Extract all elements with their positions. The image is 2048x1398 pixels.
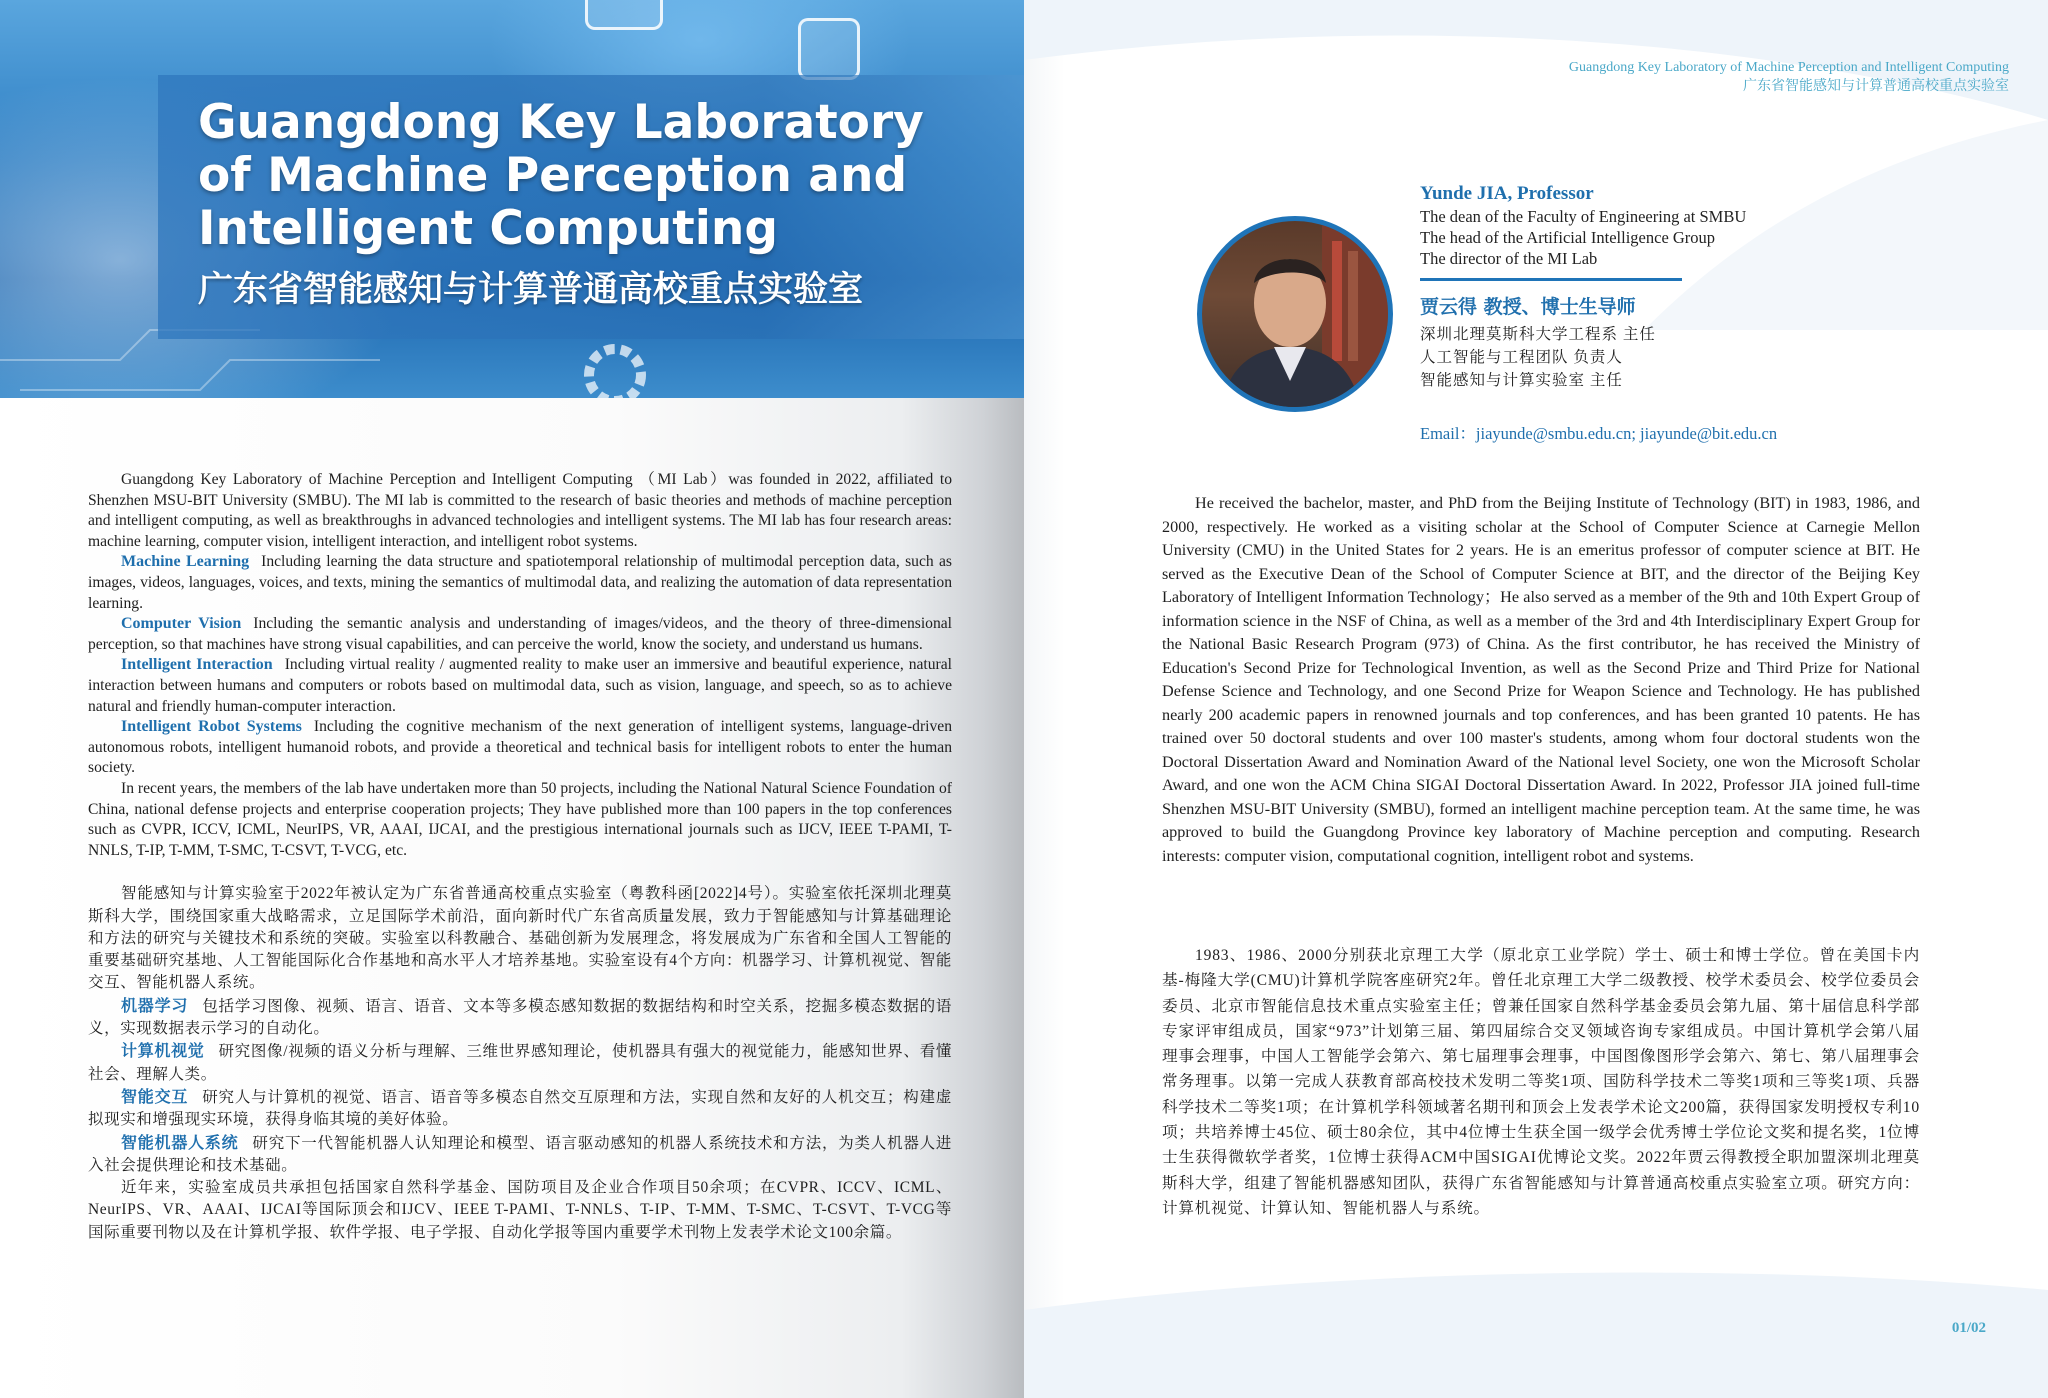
research-area-item-chinese [88, 1086, 952, 1132]
research-area-item [88, 552, 952, 614]
research-area-item [88, 655, 952, 717]
research-area-text: Including the semantic analysis and understanding of images/videos, and the theory of three-dimensional perception, so that machines have strong visual capabilities, and can perceive the world, know the society, and understand us humans. [88, 615, 953, 653]
portrait-photo [1202, 221, 1388, 407]
research-area-item-chinese [88, 995, 952, 1041]
professor-role-chinese: 深圳北理莫斯科大学工程系 主任 [1420, 326, 1656, 343]
intro-paragraph: Guangdong Key Laboratory of Machine Perception and Intelligent Computing （MI Lab）was founded in 2022, affiliated to Shenzhen MSU-BIT University (SMBU). The MI lab is committed to the research of basic theories and methods of machine perception and intelligent computing, as well as breakthroughs in advanced technologies and intelligent systems. The MI lab has four research areas: machine learning, computer vision, intelligent interaction, and intelligent robot systems. [88, 471, 952, 550]
research-area-text-chinese: 研究下一代智能机器人认知理论和模型、语言驱动感知的机器人系统技术和方法，为类人机器人进入社会提供理论和技术基础。 [88, 1134, 952, 1174]
research-area-item-chinese [88, 1132, 952, 1178]
cloud-sync-chip-icon [585, 0, 663, 30]
gear-icon [560, 330, 670, 398]
research-area-text-chinese: 研究图像/视频的语义分析与理解、三维世界感知理论，使机器具有强大的视觉能力，能感知世界、看懂社会、理解人类。 [88, 1043, 952, 1083]
intro-paragraph-chinese: 智能感知与计算实验室于2022年被认定为广东省普通高校重点实验室（粤教科函[2022]4号）。实验室依托深圳北理莫斯科大学，围绕国家重大战略需求，立足国际学术前沿，面向新时代广东省高质量发展，致力于智能感知与计算基础理论和方法的研究与关键技术和系统的突破。实验室以科教融合、基础创新为发展理念，将发展成为广东省和全国人工智能的重要基础研究基地、人工智能国际化合作基地和高水平人才培养基地。实验室设有4个方向：机器学习、计算机视觉、智能交互、智能机器人系统。 [88, 885, 952, 992]
name-divider [1420, 278, 1682, 281]
professor-portrait [1197, 216, 1393, 412]
page-number: 01/02 [1951, 1320, 1986, 1336]
research-area-text: Including virtual reality / augmented reality to make user an immersive and beautiful experience, natural interaction between humans and computers or robots based on multimodal data, such as vision, language, and speech, so as to achieve natural and friendly human-computer interaction. [88, 656, 952, 715]
professor-role-chinese: 人工智能与工程团队 负责人 [1420, 349, 1623, 366]
contact-email[interactable]: Email：jiayunde@smbu.edu.cn; jiayunde@bit.edu.cn [1420, 424, 1778, 443]
research-area-item-chinese [88, 1040, 952, 1086]
research-area-label: Computer Vision [121, 615, 242, 633]
lab-title-chinese: 广东省智能感知与计算普通高校重点实验室 [198, 270, 864, 310]
biography-english: He received the bachelor, master, and PhD from the Beijing Institute of Technology (BIT) in 1983, 1986, and 2000, respectively. He worked as a visiting scholar at the School of Computer Science at Carnegie Mellon University (CMU) in the United States for 2 years. He is an emeritus professor of computer science at BIT. He served as the Executive Dean of the School of Computer Science at BIT, and the director of the Beijing Key Laboratory of Intelligent Information Technology；He also served as a member of the 9th and 10th Expert Group of information science in the NSF of China, as well as a member of the 3rd and 4th Interdisciplinary Expert Group for the National Basic Research Program (973) of China. As the first contributor, he has received the Ministry of Education's Second Prize for Technological Invention, as well as the Second Prize and Third Prize for National Defense Science and Technology, and one Second Prize for Weapon Science and Technology. He has published nearly 200 academic papers in renowned journals and top conferences, and has been granted 10 patents. He has trained over 50 doctoral students and over 100 master's students, among whom four doctoral students won the Doctoral Dissertation Award and Nomination Award of the National level Society, one won the Microsoft Scholar Award, and one won the ACM China SIGAI Doctoral Dissertation Award. In 2022, Professor JIA joined full-time Shenzhen MSU-BIT University (SMBU), formed an intelligent machine perception team. At the same time, he was approved to build the Guangdong Province key laboratory of Machine perception and computing. Research interests: computer vision, computational cognition, intelligent robot and systems. [1162, 494, 1920, 865]
recent-achievements-paragraph-chinese: 近年来，实验室成员共承担包括国家自然科学基金、国防项目及企业合作项目50余项；在CVPR、ICCV、ICML、NeurIPS、VR、AAAI、IJCAI等国际顶会和IJCV、IEEE T-PAMI、T-NNLS、T-IP、T-MM、T-SMC、T-CSVT、T-VCG等国际重要刊物以及在计算机学报、软件学报、电子学报、自动化学报等国内重要学术刊物上发表学术论文100余篇。 [88, 1179, 952, 1241]
research-area-label-chinese: 智能机器人系统 [121, 1132, 239, 1152]
research-area-label: Machine Learning [121, 553, 250, 571]
running-header-chinese: 广东省智能感知与计算普通高校重点实验室 [1743, 79, 2009, 94]
header-banner-image [0, 0, 1024, 398]
biography-chinese: 1983、1986、2000分别获北京理工大学（原北京工业学院）学士、硕士和博士学位。曾在美国卡内基-梅隆大学(CMU)计算机学院客座研究2年。曾任北京理工大学二级教授、校学术委员会、校学位委员会委员、北京市智能信息技术重点实验室主任；曾兼任国家自然科学基金委员会第九届、第十届信息科学部专家评审组成员，国家“973”计划第三届、第四届综合交叉领域咨询专家组成员。中国计算机学会第八届理事会理事，中国人工智能学会第六、第七届理事会理事，中国图像图形学会第六、第七、第八届理事会常务理事。以第一完成人获教育部高校技术发明二等奖1项、国防科学技术二等奖1项和三等奖1项、兵器科学技术二等奖1项；在计算机学科领域著名期刊和顶会上发表学术论文200篇，获得国家发明授权专利10项；共培养博士45位、硕士80余位，其中4位博士生获全国一级学会优秀博士学位论文奖和提名奖，1位博士生获得微软学者奖，1位博士获得ACM中国SIGAI优博论文奖。2022年贾云得教授全职加盟深圳北理莫斯科大学，组建了智能机器感知团队，获得广东省智能感知与计算普通高校重点实验室立项。研究方向：计算机视觉、计算认知、智能机器人与系统。 [1162, 947, 1920, 1217]
professor-role: The dean of the Faculty of Engineering at SMBU [1420, 207, 1747, 226]
professor-role: The director of the MI Lab [1420, 249, 1598, 268]
research-area-text-chinese: 研究人与计算机的视觉、语言、语音等多模态自然交互原理和方法，实现自然和友好的人机交互；构建虚拟现实和增强现实环境，获得身临其境的美好体验。 [88, 1088, 952, 1129]
running-header [1569, 58, 2009, 96]
research-area-text-chinese: 包括学习图像、视频、语言、语音、文本等多模态感知数据的数据结构和时空关系，挖掘多模态数据的语义，实现数据表示学习的自动化。 [88, 997, 952, 1038]
research-area-label-chinese: 计算机视觉 [121, 1041, 205, 1061]
circuit-chip-icon [798, 18, 860, 80]
professor-name-english: Yunde JIA, Professor [1420, 183, 1594, 204]
professor-name-chinese: 贾云得 教授、博士生导师 [1420, 296, 1636, 318]
running-header-english: Guangdong Key Laboratory of Machine Perception and Intelligent Computing [1568, 60, 2009, 75]
research-area-label: Intelligent Interaction [121, 656, 273, 674]
professor-role-chinese: 智能感知与计算实验室 主任 [1420, 372, 1623, 389]
research-area-label-chinese: 智能交互 [121, 1086, 189, 1106]
footer-swoosh-decoration [1024, 1250, 2048, 1398]
research-area-item [88, 717, 952, 779]
research-area-label: Intelligent Robot Systems [121, 718, 302, 736]
right-page [1024, 0, 2048, 1398]
research-area-text: Including the cognitive mechanism of the next generation of intelligent systems, language-driven autonomous robots, intelligent humanoid robots, and provide a theoretical and technical basis for intelligent robots to enter the human society. [88, 718, 952, 777]
professor-role: The head of the Artificial Intelligence Group [1420, 228, 1716, 247]
lab-title-english: Guangdong Key Laboratory of Machine Perception and Intelligent Computing [198, 95, 924, 256]
research-area-text: Including learning the data structure and spatiotemporal relationship of multimodal perception data, such as images, videos, languages, voices, and texts, mining the semantics of multimodal data, and realizing the automation of data representation learning. [88, 553, 953, 612]
research-area-label-chinese: 机器学习 [121, 995, 189, 1015]
research-area-item [88, 614, 952, 655]
recent-achievements-paragraph: In recent years, the members of the lab have undertaken more than 50 projects, including the National Natural Science Foundation of China, national defense projects and enterprise cooperation projects; They have published more than 100 papers in the top conferences such as CVPR, ICCV, ICML, NeurIPS, VR, AAAI, IJCAI, and the prestigious international journals such as IJCV, IEEE T-PAMI, T-NNLS, T-IP, T-MM, T-SMC, T-CSVT, T-VCG, etc. [88, 779, 952, 859]
lab-introduction [88, 470, 952, 1244]
